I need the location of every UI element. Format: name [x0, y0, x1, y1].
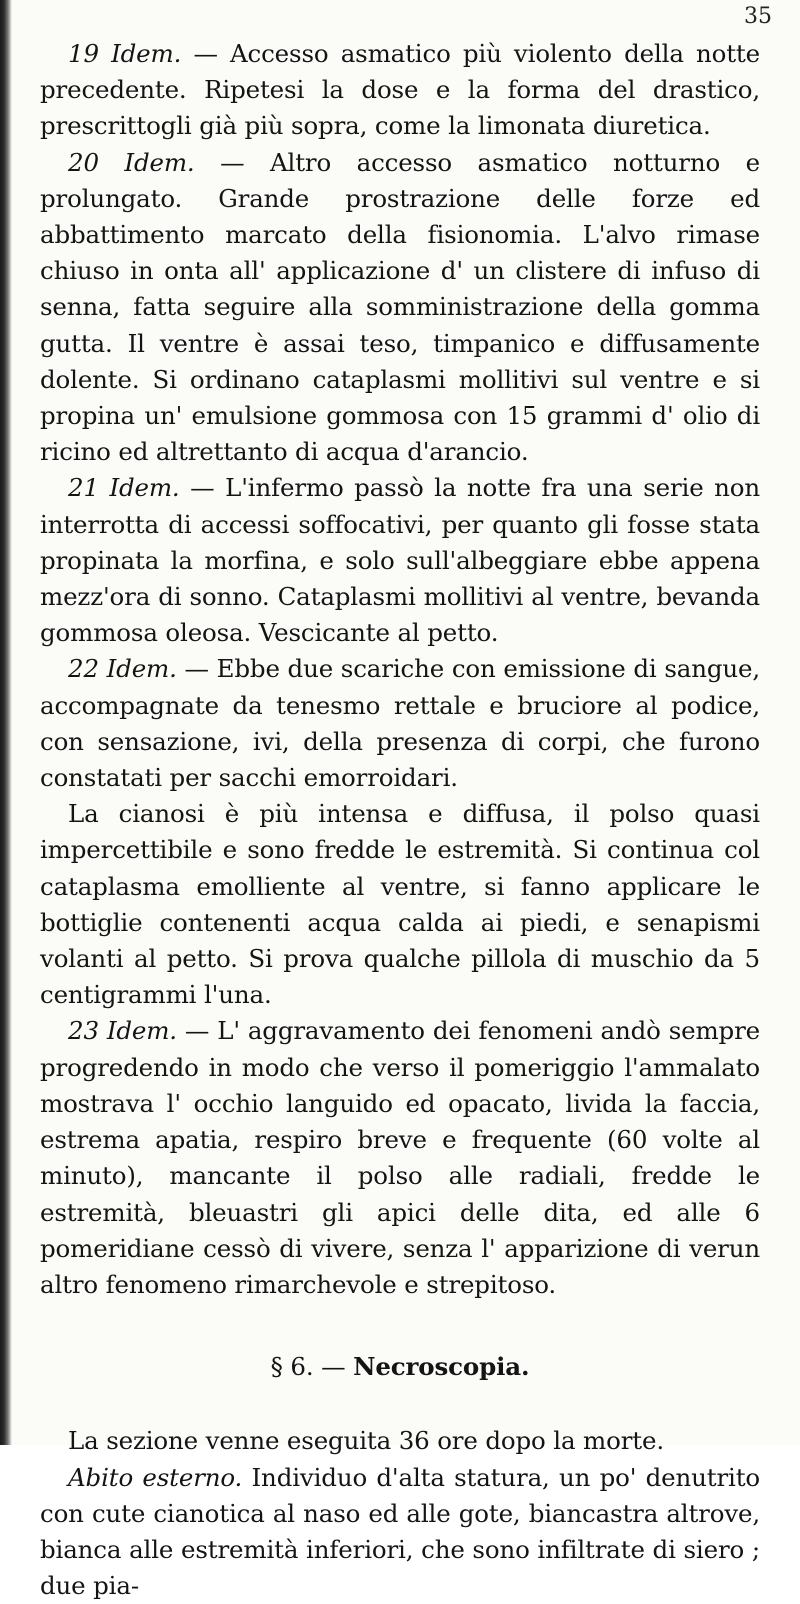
- body-text: [40, 36, 760, 1604]
- section-heading: [40, 1349, 760, 1385]
- section-number: § 6. —: [270, 1352, 346, 1382]
- paragraph-text: La cianosi è più intensa e diffusa, il polso quasi impercettibile e sono fredde le estremità. Si continua col cataplasma emolliente al ventre, si fanno applicare le bottiglie contenenti acqua calda ai piedi, e senapismi volanti al petto. Si prova qualche pillola di muschio da 5 centigrammi l'una.: [40, 799, 760, 1010]
- section-title: Necroscopia.: [353, 1352, 530, 1382]
- entry-label: 19 Idem.: [68, 39, 182, 68]
- entry-text: — L' aggravamento dei fenomeni andò sempre progredendo in modo che verso il pomeriggio l'ammalato mostrava l' occhio languido ed opacato, livida la faccia, estrema apatia, respiro breve e frequente (60 volte al minuto), mancante il polso alle radiali, fredde le estremità, bleuastri gli apici delle dita, ed alle 6 pomeridiane cessò di vivere, senza l' apparizione di verun altro fenomeno rimarchevole e strepitoso.: [40, 1016, 760, 1299]
- entry-label: 22 Idem.: [68, 654, 177, 684]
- entry-20: [40, 145, 760, 471]
- entry-text: — Altro accesso asmatico notturno e prolungato. Grande prostrazione delle forze ed abbattimento marcato della fisionomia. L'alvo rimase chiuso in onta all' applicazione d' un clistere di infuso di senna, fatta seguire alla somministrazione della gomma gutta. Il ventre è assai teso, timpanico e diffusamente dolente. Si ordinano cataplasmi mollitivi sul ventre e si propina un' emulsione gommosa con 15 grammi d' olio di ricino ed altrettanto di acqua d'arancio.: [40, 147, 760, 467]
- entry-text: — Accesso asmatico più violento della notte precedente. Ripetesi la dose e la forma del drastico, prescrittogli già più sopra, come la limonata diuretica.: [40, 39, 760, 141]
- paragraph-cianosi: [40, 796, 760, 1013]
- page-number: 35: [744, 4, 772, 29]
- entry-text: — Ebbe due scariche con emissione di sangue, accompagnate da tenesmo rettale e bruciore al podice, con sensazione, ivi, della presenza di corpi, che furono constatati per sacchi emorroidari.: [40, 654, 760, 793]
- paragraph-text: La sezione venne eseguita 36 ore dopo la morte.: [68, 1426, 664, 1456]
- paragraph-abito-esterno: [40, 1460, 760, 1604]
- entry-22: [40, 651, 760, 796]
- entry-label: 20 Idem.: [68, 147, 195, 177]
- entry-label: 21 Idem.: [68, 473, 180, 503]
- paragraph-sezione: [40, 1423, 760, 1459]
- paragraph-text: Individuo d'alta statura, un po' denutrito con cute cianotica al naso ed alle gote, biancastra altrove, bianca alle estremità inferiori, che sono infiltrate di siero ; due pia-: [40, 1462, 760, 1601]
- entry-21: [40, 470, 760, 651]
- entry-label: 23 Idem.: [68, 1016, 177, 1046]
- entry-19: [40, 36, 760, 145]
- entry-text: — L'infermo passò la notte fra una serie non interrotta di accessi soffocativi, per quanto gli fosse stata propinata la morfina, e solo sull'albeggiare ebbe appena mezz'ora di sonno. Cataplasmi mollitivi al ventre, bevanda gommosa oleosa. Vescicante al petto.: [40, 473, 760, 648]
- entry-label: Abito esterno.: [68, 1462, 243, 1492]
- entry-23: [40, 1013, 760, 1303]
- book-spine-shadow: [0, 0, 12, 1445]
